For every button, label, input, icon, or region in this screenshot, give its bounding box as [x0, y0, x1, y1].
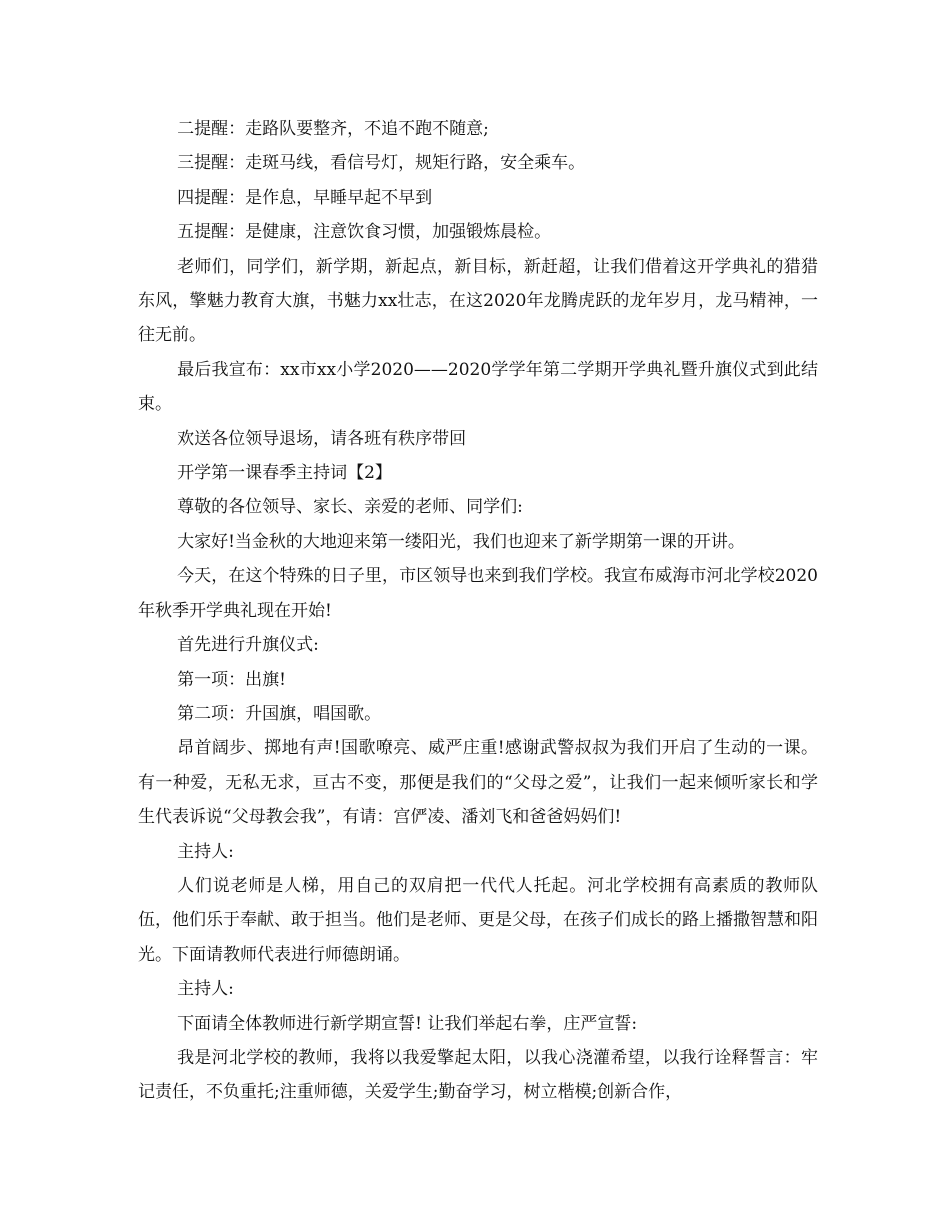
paragraph: 第二项：升国旗，唱国歌。: [177, 703, 382, 724]
paragraph: 四提醒：是作息，早睡早起不早到: [177, 187, 433, 208]
paragraph: 第一项：出旗!: [177, 669, 286, 690]
paragraph: 大家好!当金秋的大地迎来第一缕阳光，我们也迎来了新学期第一课的开讲。: [177, 531, 745, 552]
paragraph: 最后我宣布：xx市xx小学2020——2020学学年第二学期开学典礼暨升旗仪式到此结束。: [138, 359, 818, 415]
paragraph: 昂首阔步、掷地有声!国歌嘹亮、威严庄重!感谢武警叔叔为我们开启了生动的一课。有一种爱，无私无求，亘古不变，那便是我们的“父母之爱”，让我们一起来倾听家长和学生代表诉说“父母教会我”，有请：宫俨凌、潘刘飞和爸爸妈妈们!: [138, 738, 818, 828]
paragraph: 人们说老师是人梯，用自己的双肩把一代代人托起。河北学校拥有高素质的教师队伍，他们乐于奉献、敢于担当。他们是老师、更是父母，在孩子们成长的路上播撒智慧和阳光。下面请教师代表进行师德朗诵。: [138, 875, 818, 965]
paragraph: 欢送各位领导退场，请各班有秩序带回: [177, 428, 467, 449]
paragraph: 五提醒：是健康，注意饮食习惯，加强锻炼晨检。: [177, 222, 552, 243]
paragraph: 我是河北学校的教师，我将以我爱擎起太阳，以我心浇灌希望，以我行诠释誓言：牢记责任，不负重托;注重师德，关爱学生;勤奋学习，树立楷模;创新合作，: [138, 1047, 818, 1103]
paragraph: 二提醒：走路队要整齐，不追不跑不随意;: [177, 119, 489, 139]
speaker-label: 主持人:: [177, 841, 234, 862]
paragraph: 三提醒：走斑马线，看信号灯，规矩行路，安全乘车。: [177, 153, 586, 174]
paragraph: 下面请全体教师进行新学期宣誓! 让我们举起右拳，庄严宣誓:: [177, 1013, 638, 1034]
speaker-label: 主持人:: [177, 979, 234, 1000]
paragraph: 今天，在这个特殊的日子里，市区领导也来到我们学校。我宣布威海市河北学校2020年秋季开学典礼现在开始!: [138, 566, 818, 621]
paragraph: 老师们，同学们，新学期，新起点，新目标，新赶超，让我们借着这开学典礼的猎猎东风，擎魅力教育大旗，书魅力xx壮志，在这2020年龙腾虎跃的龙年岁月，龙马精神，一往无前。: [138, 256, 818, 346]
document-body: [138, 112, 818, 1110]
paragraph: 尊敬的各位领导、家长、亲爱的老师、同学们:: [177, 497, 523, 518]
paragraph: 首先进行升旗仪式:: [177, 635, 319, 656]
section-heading: 开学第一课春季主持词【2】: [177, 463, 392, 484]
